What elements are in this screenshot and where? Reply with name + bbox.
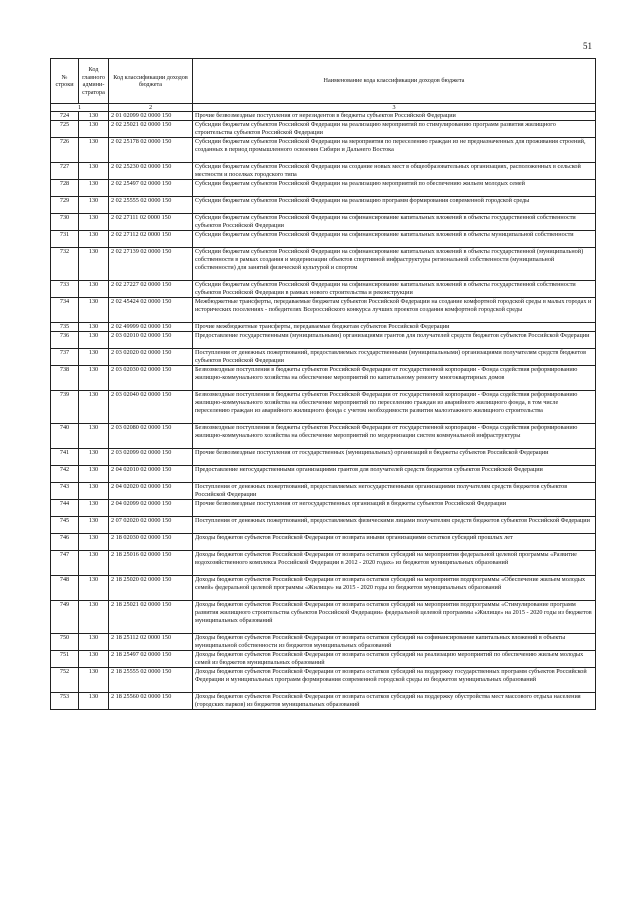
code-name-cell: Безвозмездные поступления в бюджеты субъектов Российской Федерации от государственной корпорации - Фонда содействия реформированию жилищно-коммунального хозяйства на обеспечение мероприятий по модернизации систем коммунальной инфраструктуры [193,424,596,449]
row-number-cell: 751 [51,651,79,668]
code-name-cell: Доходы бюджетов субъектов Российской Федерации от возврата остатков субсидий на поддержку государственных программ субъектов Российской Федерации и муниципальных программ формирования современной городской среды из бюджетов муниципальных образований [193,668,596,693]
row-number-cell: 731 [51,231,79,248]
admin-code-cell: 130 [79,651,109,668]
table-body [51,112,596,710]
table-row [51,500,596,517]
classification-code-cell: 2 18 25020 02 0000 150 [109,576,193,601]
classification-code-cell: 2 18 25497 02 0000 150 [109,651,193,668]
admin-code-cell: 130 [79,112,109,121]
budget-income-classification-table [50,58,596,710]
table-row [51,534,596,551]
classification-code-cell: 2 02 25230 02 0000 150 [109,163,193,180]
table-row [51,197,596,214]
table-row [51,214,596,231]
admin-code-cell: 130 [79,138,109,163]
classification-code-cell: 2 03 02099 02 0000 150 [109,449,193,466]
admin-code-cell: 130 [79,576,109,601]
code-name-cell: Прочие безвозмездные поступления от нерезидентов в бюджеты субъектов Российской Федерации [193,112,596,121]
code-name-cell: Субсидии бюджетам субъектов Российской Федерации на софинансирование капитальных вложений в объекты государственной собственности субъектов Российской Федерации в рамках нового строительства и реконструкции [193,281,596,298]
code-name-cell: Поступления от денежных пожертвований, предоставляемых государственными (муниципальными) организациями получателям средств бюджетов субъектов Российской Федерации [193,349,596,366]
admin-code-cell: 130 [79,197,109,214]
row-number-cell: 742 [51,466,79,483]
admin-code-cell: 130 [79,517,109,534]
code-name-cell: Доходы бюджетов субъектов Российской Федерации от возврата остатков субсидий на софинансирование капитальных вложений в объекты муниципальной собственности из бюджетов муниципальных образований [193,634,596,651]
table-row [51,323,596,332]
code-name-cell: Доходы бюджетов субъектов Российской Федерации от возврата остатков субсидий на мероприятия федеральной целевой программы «Развитие водохозяйственного комплекса Российской Федерации в 2012 - 2020 годах» из бюджетов муниципальных образований [193,551,596,576]
page-number: 51 [583,41,592,51]
table-row [51,391,596,424]
classification-code-cell: 2 02 45424 02 0000 150 [109,298,193,323]
classification-code-cell: 2 18 25021 02 0000 150 [109,601,193,634]
row-number-cell: 739 [51,391,79,424]
classification-code-cell: 2 03 02010 02 0000 150 [109,332,193,349]
row-number-cell: 736 [51,332,79,349]
table-row [51,576,596,601]
table-row [51,483,596,500]
header-admin-code: Код главного админи-стратора [79,59,109,104]
row-number-cell: 724 [51,112,79,121]
code-name-cell: Доходы бюджетов субъектов Российской Федерации от возврата остатков субсидий на реализацию мероприятий по обеспечению жильем молодых семей из бюджетов муниципальных образований [193,651,596,668]
row-number-cell: 747 [51,551,79,576]
row-number-cell: 753 [51,693,79,710]
code-name-cell: Поступления от денежных пожертвований, предоставляемых физическими лицами получателям средств бюджетов субъектов Российской Федерации [193,517,596,534]
code-name-cell: Субсидии бюджетам субъектов Российской Федерации на софинансирование капитальных вложений в объекты государственной (муниципальной) собственности в рамках создания и модернизации объектов спортивной инфраструктуры региональной собственности (муниципальной собственности) для занятий физической культурой и спортом [193,248,596,281]
admin-code-cell: 130 [79,323,109,332]
admin-code-cell: 130 [79,248,109,281]
row-number-cell: 744 [51,500,79,517]
table-row [51,551,596,576]
classification-code-cell: 2 18 25560 02 0000 150 [109,693,193,710]
table-row [51,138,596,163]
code-name-cell: Прочие безвозмездные поступления от негосударственных организаций в бюджеты субъектов Российской Федерации [193,500,596,517]
classification-code-cell: 2 03 02080 02 0000 150 [109,424,193,449]
row-number-cell: 752 [51,668,79,693]
code-name-cell: Предоставление негосударственными организациями грантов для получателей средств бюджетов субъектов Российской Федерации [193,466,596,483]
row-number-cell: 745 [51,517,79,534]
header-code-name: Наименование кода классификации доходов бюджета [193,59,596,104]
row-number-cell: 749 [51,601,79,634]
admin-code-cell: 130 [79,349,109,366]
admin-code-cell: 130 [79,534,109,551]
code-name-cell: Доходы бюджетов субъектов Российской Федерации от возврата иными организациями остатков субсидий прошлых лет [193,534,596,551]
code-name-cell: Прочие межбюджетные трансферты, передаваемые бюджетам субъектов Российской Федерации [193,323,596,332]
classification-code-cell: 2 02 25497 02 0000 150 [109,180,193,197]
header-row-number: № строки [51,59,79,104]
table-row [51,366,596,391]
code-name-cell: Прочие безвозмездные поступления от государственных (муниципальных) организаций в бюджеты субъектов Российской Федерации [193,449,596,466]
code-name-cell: Межбюджетные трансферты, передаваемые бюджетам субъектов Российской Федерации на создание комфортной городской среды в малых городах и исторических поселениях - победителях Всероссийского конкурса лучших проектов создания комфортной городской среды [193,298,596,323]
admin-code-cell: 130 [79,601,109,634]
admin-code-cell: 130 [79,163,109,180]
classification-code-cell: 2 02 27112 02 0000 150 [109,231,193,248]
table-row [51,163,596,180]
classification-code-cell: 2 04 02020 02 0000 150 [109,483,193,500]
table-row [51,693,596,710]
table-row [51,651,596,668]
row-number-cell: 740 [51,424,79,449]
row-number-cell: 728 [51,180,79,197]
admin-code-cell: 130 [79,634,109,651]
code-name-cell: Доходы бюджетов субъектов Российской Федерации от возврата остатков субсидий на поддержку обустройства мест массового отдыха населения (городских парков) из бюджетов муниципальных образований [193,693,596,710]
admin-code-cell: 130 [79,332,109,349]
classification-code-cell: 2 04 02099 02 0000 150 [109,500,193,517]
table-row [51,424,596,449]
row-number-cell: 734 [51,298,79,323]
table-row [51,298,596,323]
code-name-cell: Субсидии бюджетам субъектов Российской Федерации на софинансирование капитальных вложений в объекты муниципальной собственности [193,231,596,248]
table-row [51,668,596,693]
row-number-cell: 741 [51,449,79,466]
table-row [51,112,596,121]
code-name-cell: Предоставление государственными (муниципальными) организациями грантов для получателей средств бюджетов субъектов Российской Федерации [193,332,596,349]
row-number-cell: 746 [51,534,79,551]
column-number-2: 2 [109,104,193,112]
admin-code-cell: 130 [79,500,109,517]
table-row [51,349,596,366]
row-number-cell: 737 [51,349,79,366]
table-row [51,121,596,138]
row-number-cell: 732 [51,248,79,281]
column-number-3: 3 [193,104,596,112]
admin-code-cell: 130 [79,231,109,248]
table-row [51,601,596,634]
code-name-cell: Доходы бюджетов субъектов Российской Федерации от возврата остатков субсидий на мероприятия подпрограммы «Стимулирование программ развития жилищного строительства субъектов Российской Федерации» федеральной целевой программы «Жилище» на 2015 - 2020 годы из бюджетов муниципальных образований [193,601,596,634]
classification-code-cell: 2 02 27111 02 0000 150 [109,214,193,231]
code-name-cell: Доходы бюджетов субъектов Российской Федерации от возврата остатков субсидий на мероприятия подпрограммы «Обеспечение жильем молодых семей» федеральной целевой программы «Жилище» на 2015 - 2020 годы из бюджетов муниципальных образований [193,576,596,601]
row-number-cell: 738 [51,366,79,391]
admin-code-cell: 130 [79,366,109,391]
admin-code-cell: 130 [79,121,109,138]
admin-code-cell: 130 [79,214,109,231]
row-number-cell: 727 [51,163,79,180]
admin-code-cell: 130 [79,483,109,500]
row-number-cell: 735 [51,323,79,332]
classification-code-cell: 2 02 27227 02 0000 150 [109,281,193,298]
admin-code-cell: 130 [79,281,109,298]
admin-code-cell: 130 [79,693,109,710]
classification-code-cell: 2 01 02099 02 0000 150 [109,112,193,121]
classification-code-cell: 2 03 02040 02 0000 150 [109,391,193,424]
classification-code-cell: 2 02 25555 02 0000 150 [109,197,193,214]
row-number-cell: 733 [51,281,79,298]
classification-code-cell: 2 02 49999 02 0000 150 [109,323,193,332]
row-number-cell: 748 [51,576,79,601]
classification-code-cell: 2 02 25021 02 0000 150 [109,121,193,138]
code-name-cell: Субсидии бюджетам субъектов Российской Федерации на софинансирование капитальных вложений в объекты государственной собственности субъектов Российской Федерации [193,214,596,231]
admin-code-cell: 130 [79,466,109,483]
admin-code-cell: 130 [79,449,109,466]
code-name-cell: Безвозмездные поступления в бюджеты субъектов Российской Федерации от государственной корпорации - Фонда содействия реформированию жилищно-коммунального хозяйства на обеспечение мероприятий по переселению граждан из аварийного жилищного фонда, в том числе переселению граждан из аварийного жилищного фонда с учетом необходимости развития малоэтажного жилищного строительства [193,391,596,424]
table-row [51,248,596,281]
code-name-cell: Безвозмездные поступления в бюджеты субъектов Российской Федерации от государственной корпорации - Фонда содействия реформированию жилищно-коммунального хозяйства на обеспечение мероприятий по капитальному ремонту многоквартирных домов [193,366,596,391]
admin-code-cell: 130 [79,180,109,197]
table-row [51,281,596,298]
classification-code-cell: 2 02 27139 02 0000 150 [109,248,193,281]
column-number-1: 1 [51,104,109,112]
table-row [51,517,596,534]
code-name-cell: Субсидии бюджетам субъектов Российской Федерации на реализацию мероприятий по обеспечению жильем молодых семей [193,180,596,197]
row-number-cell: 725 [51,121,79,138]
admin-code-cell: 130 [79,391,109,424]
table-row [51,180,596,197]
table-row [51,449,596,466]
table-row [51,466,596,483]
code-name-cell: Субсидии бюджетам субъектов Российской Федерации на реализацию программ формирования современной городской среды [193,197,596,214]
admin-code-cell: 130 [79,424,109,449]
row-number-cell: 726 [51,138,79,163]
code-name-cell: Субсидии бюджетам субъектов Российской Федерации на создание новых мест в общеобразовательных организациях, расположенных в сельской местности и поселках городского типа [193,163,596,180]
row-number-cell: 750 [51,634,79,651]
classification-code-cell: 2 03 02020 02 0000 150 [109,349,193,366]
header-classification-code: Код классификации доходов бюджета [109,59,193,104]
classification-code-cell: 2 03 02030 02 0000 150 [109,366,193,391]
table-row [51,332,596,349]
classification-code-cell: 2 18 02030 02 0000 150 [109,534,193,551]
classification-code-cell: 2 18 25555 02 0000 150 [109,668,193,693]
admin-code-cell: 130 [79,668,109,693]
row-number-cell: 730 [51,214,79,231]
admin-code-cell: 130 [79,298,109,323]
code-name-cell: Субсидии бюджетам субъектов Российской Федерации на реализацию мероприятий по стимулированию программ развития жилищного строительства субъектов Российской Федерации [193,121,596,138]
row-number-cell: 743 [51,483,79,500]
code-name-cell: Поступления от денежных пожертвований, предоставляемых негосударственными организациями получателям средств бюджетов субъектов Российской Федерации [193,483,596,500]
code-name-cell: Субсидии бюджетам субъектов Российской Федерации на мероприятия по переселению граждан из не предназначенных для проживания строений, созданных в период промышленного освоения Сибири и Дальнего Востока [193,138,596,163]
row-number-cell: 729 [51,197,79,214]
classification-code-cell: 2 04 02010 02 0000 150 [109,466,193,483]
table-row [51,634,596,651]
admin-code-cell: 130 [79,551,109,576]
classification-code-cell: 2 02 25178 02 0000 150 [109,138,193,163]
table-row [51,231,596,248]
classification-code-cell: 2 18 25016 02 0000 150 [109,551,193,576]
classification-code-cell: 2 18 25112 02 0000 150 [109,634,193,651]
classification-code-cell: 2 07 02020 02 0000 150 [109,517,193,534]
